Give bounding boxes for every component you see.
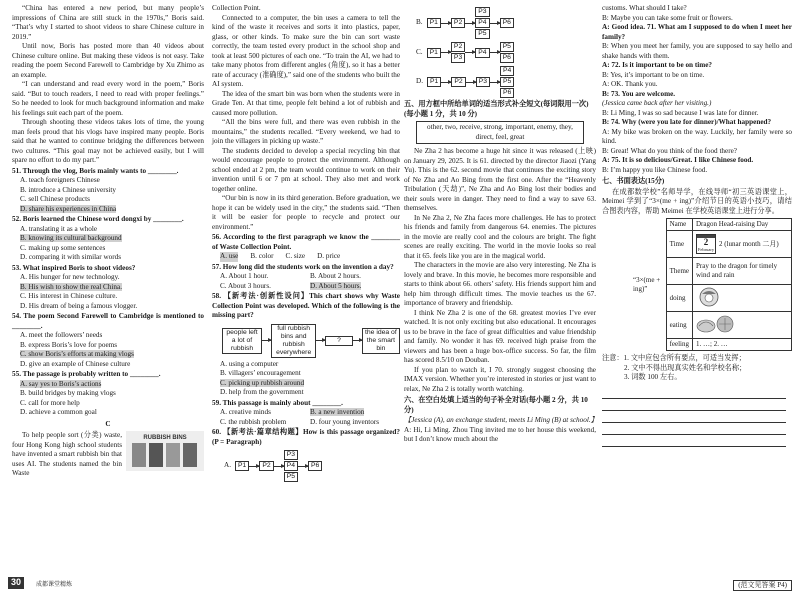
table-formula: “3×(me + ing)” bbox=[633, 275, 661, 293]
page-number: 30 bbox=[8, 577, 24, 589]
writing-lines[interactable] bbox=[602, 387, 792, 447]
q54-option-c[interactable]: C. show Boris’s efforts at making vlogs bbox=[20, 350, 134, 358]
question-60: 60. 【新考法·篇章结构题】How is this passage organized? (P = Paragraph) bbox=[212, 428, 400, 446]
calendar-icon: 2 February bbox=[696, 234, 716, 254]
answer-73[interactable]: B: 73. You are welcome. bbox=[602, 89, 676, 98]
arrow-icon bbox=[274, 466, 284, 467]
para-c-cont: Collection Point. bbox=[212, 4, 261, 12]
q54-option-a[interactable]: A. meet the followers’ needs bbox=[20, 331, 103, 339]
dialogue-line: B: I’m happy you like Chinese food. bbox=[602, 165, 708, 174]
publisher-mark: 成都课堂精炼 bbox=[36, 582, 73, 589]
nezha-para-4: I think Ne Zha 2 is one of the 68. greatest movies I’ve ever watched. It is not only exciting but also educational. It encourages us to be brave in the face of great difficulties and value friendship and family. No wonder it has 69. received high praise from the viewers and has been a huge box-office success. So far, the film has scored 8.5/10 on Douban. bbox=[404, 308, 596, 364]
q52-option-d[interactable]: D. comparing it with similar words bbox=[20, 253, 122, 261]
writing-line[interactable] bbox=[602, 399, 786, 411]
row-doing-label: doing bbox=[666, 285, 692, 312]
row-time-value bbox=[693, 231, 792, 258]
note-2: 2. 文中不得出现真实姓名和学校名称； bbox=[624, 363, 747, 372]
q55-option-d[interactable]: D. achieve a common goal bbox=[20, 408, 97, 416]
para-c3: The idea of the smart bin was born when the students were in Grade Ten. At that time, people felt behind a lot of rubbish and caused more pollution. bbox=[212, 89, 400, 117]
q57-option-b[interactable]: B. About 2 hours. bbox=[310, 272, 361, 280]
dialogue-line-1: A: Hi, Li Ming. Zhou Ting invited me to her house this weekend, but I don’t know much about the bbox=[404, 425, 596, 443]
writing-line[interactable] bbox=[602, 423, 786, 435]
question-57: 57. How long did the students work on the invention a day? bbox=[212, 262, 394, 271]
flow-p5: P5 bbox=[500, 77, 514, 87]
q58-chart-box-1: people left a lot of rubbish bbox=[222, 328, 262, 354]
dialogue-note: (Jessica came back after her visiting.) bbox=[602, 99, 712, 107]
para-c2: Connected to a computer, the bin uses a camera to tell the kind of the waste it receives and sorts it into plastics, paper, glass, or other kinds. To make sure the bin can sort waste correctly, the team tested every product in the school shop and took at least 500 pictures of each one. “To train the AI, we had to take many photos from different angles (角度), so it has a better rate of accuracy (准确度),” said one of the students who built the AI system. bbox=[212, 13, 401, 88]
q55-option-b[interactable]: B. build bridges by making vlogs bbox=[20, 389, 116, 397]
flow-p3: P3 bbox=[475, 7, 489, 17]
row-eating-value bbox=[693, 312, 792, 339]
dialogue-line: B: Maybe you can take some fruit or flowers. bbox=[602, 13, 733, 22]
q55-option-a[interactable]: A. say yes to Boris’s actions bbox=[20, 379, 102, 388]
arrow-icon bbox=[262, 340, 271, 341]
q56-option-d[interactable]: D. price bbox=[317, 252, 341, 260]
nezha-para-2: In Ne Zha 2, Ne Zha faces more challenges. He has to protect his friends and family from dangerous 64. enemies. The pictures in the movie are really cool and the colours are bright. The fight scenes are really exciting. The world in the movie looks so real that it 65. feels like you are in the magical world. bbox=[404, 213, 596, 260]
question-52: 52. Boris learned the Chinese word dongxi by ________. bbox=[12, 215, 184, 223]
q51-option-d[interactable]: D. share his experiences in China bbox=[20, 204, 117, 213]
question-53: 53. What inspired Boris to shoot videos? bbox=[12, 263, 136, 272]
haircut-icon bbox=[696, 287, 722, 307]
flow-p2: P2 bbox=[259, 461, 273, 471]
arrow-icon bbox=[353, 340, 362, 341]
answer-75[interactable]: A: 75. It is so delicious/Great. I like Chinese food. bbox=[602, 156, 754, 164]
flow-p2: P2 bbox=[451, 77, 465, 87]
q60-flow-d[interactable] bbox=[416, 66, 596, 98]
q58-chart-box-4: the idea of the smart bin bbox=[362, 328, 400, 354]
footer-answer-ref: (范文见答案 P4) bbox=[733, 580, 792, 591]
nezha-para-1: Ne Zha 2 has become a huge hit since it was released (上映) on January 29, 2025. It is 61. directed by the director Jiaozi (Yang Yu). This is the 62. second movie that continues the exciting story of Ne Zha and Ao Bing from the first one. After the “Heavenly Tribulation (天劫)”, Ne Zha and Ao Bing lost their bodies and their souls were in danger. They need to find a way to save 63. themselves. bbox=[404, 147, 596, 212]
dialogue-scene: 【Jessica (A), an exchange student, meets Li Ming (B) at school.】 bbox=[404, 416, 598, 424]
calendar-month: February bbox=[697, 247, 715, 253]
q56-option-b[interactable]: B. color bbox=[250, 252, 274, 260]
flow-p1: P1 bbox=[427, 18, 441, 28]
para-c5: The students decided to develop a special recycling bin that would encourage people to protect the environment. Although school ended at 2 pm, the team would continue to work on their invention until 6 or 7 pm at school. They also met and work together online. bbox=[212, 146, 400, 193]
row-feeling-value: 1. …; 2. … bbox=[693, 339, 792, 351]
row-eating-label: eating bbox=[666, 312, 692, 339]
flow-p3: P3 bbox=[476, 77, 490, 87]
flow-p6: P6 bbox=[308, 461, 322, 471]
para-until: Until now, Boris has posted more than 40 videos about Chinese culture online. But making these videos is not easy. Take reading the poem Second Farewell to Cambridge by Xu Zhimo as an example. bbox=[12, 42, 204, 79]
arrow-icon bbox=[465, 52, 475, 53]
q53-option-d[interactable]: D. His dream of being a famous vlogger. bbox=[20, 301, 138, 310]
q60-label-d: D. bbox=[416, 77, 423, 86]
arrow-icon bbox=[249, 466, 259, 467]
row-name-value: Dragon Head-raising Day bbox=[693, 219, 792, 231]
row-time-label: Time bbox=[666, 231, 692, 258]
dialogue-line: B: Li Ming, I was so sad because I was late for dinner. bbox=[602, 108, 759, 117]
column-2 bbox=[212, 4, 400, 484]
para-c6: “Our bin is now in its third generation. Before graduation, we hope it can be widely used in the city,” the students said. “Then it will be easier for people to recycle and protect our environment.” bbox=[212, 194, 400, 231]
q51-option-c[interactable]: C. sell Chinese products bbox=[20, 195, 90, 203]
para-c: To help people sort (分类) waste, four Hong Kong high school students have invented a smart rubbish bin that uses AI. The students named the bin Waste bbox=[12, 431, 122, 477]
q59-option-b[interactable]: B. a new invention bbox=[310, 408, 365, 416]
answer-71[interactable]: A: Good idea. 71. What am I supposed to do when I meet her family? bbox=[602, 23, 792, 41]
para-intro: “China has entered a new period, but many people’s impressions of China are still stuck in the 1970s,” Boris said. “That’s why I started to shoot videos to share Chinese culture in 2019.” bbox=[12, 4, 204, 41]
note-3: 3. 词数 100 左右。 bbox=[624, 373, 682, 382]
flow-p1: P1 bbox=[427, 48, 441, 58]
row-feeling-label: feeling bbox=[666, 339, 692, 351]
arrow-icon bbox=[490, 23, 500, 24]
q57-option-a[interactable]: A. About 1 hour. bbox=[220, 272, 269, 280]
dialogue-line: B: Yes, it’s important to be on time. bbox=[602, 70, 705, 79]
arrow-icon bbox=[466, 82, 476, 83]
flow-p5: P5 bbox=[500, 42, 514, 52]
arrow-icon bbox=[441, 23, 451, 24]
nezha-para-3: The characters in the movie are also very interesting. Ne Zha is lovely and brave. In this movie, he becomes more responsible and starts to think about 66. others’ safety. His friends support him and help him through difficult times. The movie teaches us the 67. importance of bravery and friendship. bbox=[404, 261, 597, 307]
section-c-heading: C bbox=[105, 419, 111, 428]
flow-p4: P4 bbox=[284, 461, 298, 471]
dialogue-line: B: When you meet her family, you are supposed to say hello and shake hands with them. bbox=[602, 42, 792, 60]
question-54: 54. The poem Second Farewell to Cambridge is mentioned to ________. bbox=[12, 312, 204, 330]
q56-option-c[interactable]: C. size bbox=[285, 252, 306, 260]
flow-p1: P1 bbox=[235, 461, 249, 471]
flow-p5: P5 bbox=[475, 29, 489, 39]
nezha-para-5: If you plan to watch it, I 70. strongly suggest choosing the IMAX version. Whether you’re interested in stories or just want to relax, Ne Zha 2 is totally worth watching. bbox=[404, 365, 596, 393]
q60-flow-c[interactable] bbox=[416, 42, 596, 63]
dialogue-line: A: My bike was broken on the way. Luckily, her family were so kind. bbox=[602, 127, 792, 145]
word-box: other, two, receive, strong, important, enemy, they, direct, feel, great bbox=[416, 121, 584, 144]
para-c4: “All the bins were full, and there was even rubbish in the mountains,” the students recalled. “Every weekend, we had to join the villagers in picking up waste.” bbox=[212, 118, 400, 145]
q58-option-b[interactable]: B. villagers’ encouragement bbox=[220, 369, 301, 377]
answer-72[interactable]: A: 72. Is it important to be on time? bbox=[602, 61, 712, 69]
q53-option-a[interactable]: A. His hunger for new technology. bbox=[20, 273, 120, 281]
arrow-icon bbox=[298, 466, 308, 467]
arrow-icon bbox=[465, 23, 475, 24]
q59-option-c[interactable]: C. the rubbish problem bbox=[220, 417, 287, 426]
row-theme-value: Pray to the dragon for timely wind and rain bbox=[693, 258, 792, 285]
column-4 bbox=[602, 4, 792, 447]
flow-p3: P3 bbox=[451, 53, 465, 63]
section-6-heading: 六、在空白处填上适当的句子补全对话(每小题 2 分，共 10 分) bbox=[404, 396, 588, 414]
row-theme-label: Theme bbox=[666, 258, 692, 285]
rubbish-bins-image bbox=[126, 431, 204, 479]
dialogue-line: customs. What should I take? bbox=[602, 4, 687, 12]
q52-option-c[interactable]: C. making up some sentences bbox=[20, 243, 106, 252]
writing-line[interactable] bbox=[602, 387, 786, 399]
question-51: 51. Through the vlog, Boris mainly wants to ________. bbox=[12, 166, 179, 175]
column-1 bbox=[12, 4, 204, 479]
flow-p6: P6 bbox=[500, 88, 514, 98]
q52-option-b[interactable]: B. knowing its cultural background bbox=[20, 234, 122, 242]
q59-option-a[interactable]: A. creative minds bbox=[220, 408, 271, 416]
flow-p6: P6 bbox=[500, 18, 514, 28]
flow-p3: P3 bbox=[284, 450, 298, 460]
arrow-icon bbox=[441, 52, 451, 53]
food-icon bbox=[696, 314, 736, 334]
q52-option-a[interactable]: A. translating it as a whole bbox=[20, 224, 98, 233]
flow-p4: P4 bbox=[475, 18, 489, 28]
arrow-icon bbox=[490, 52, 500, 53]
note-1: 注意：1. 文中应包含所有要点，可适当发挥； bbox=[602, 354, 746, 363]
dialogue-line: B: Great! What do you think of the food there? bbox=[602, 146, 737, 155]
column-3 bbox=[404, 4, 596, 445]
q53-option-b[interactable]: B. His wish to show the real China. bbox=[20, 282, 123, 291]
q60-flow-b[interactable] bbox=[416, 7, 596, 39]
q58-option-a[interactable]: A. using a computer bbox=[220, 359, 279, 368]
flow-p2: P2 bbox=[451, 42, 465, 52]
q58-chart-box-3: ? bbox=[325, 336, 352, 346]
q51-option-b[interactable]: B. introduce a Chinese university bbox=[20, 185, 117, 194]
bin-label: RUBBISH BINS bbox=[143, 435, 187, 441]
festival-table bbox=[630, 218, 792, 351]
flow-p4: P4 bbox=[500, 66, 514, 76]
answer-74[interactable]: B: 74. Why (were you late for dinner)/What happened? bbox=[602, 118, 772, 126]
question-55: 55. The passage is probably written to ________. bbox=[12, 370, 161, 378]
row-time-text: 2 (lunar month 二月) bbox=[719, 239, 779, 248]
q55-option-c[interactable]: C. call for more help bbox=[20, 398, 80, 407]
writing-task: 在成都数学校”名师导学，在线导师“初三英语课堂上，Meimei 学到了“3×(me + ing)”介绍节日的英语小技巧，请结合图表内容，帮助 Meimei 在学校英语课堂上进行分享。 bbox=[602, 187, 792, 215]
question-56: 56. According to the first paragraph we know the ________ of Waste Collection Point. bbox=[212, 233, 400, 251]
question-58: 58. 【新考法·创新性设问】This chart shows why Waste Collection Point was developed. Which of the following is the missing part? bbox=[212, 292, 400, 319]
section-7-heading: 七、书面表达(15分) bbox=[602, 177, 665, 185]
flow-p6: P6 bbox=[500, 53, 514, 63]
q58-option-d[interactable]: D. help from the government bbox=[220, 388, 304, 396]
flow-p4: P4 bbox=[475, 48, 489, 58]
dialogue-line: A: OK. Thank you. bbox=[602, 80, 658, 88]
question-59: 59. This passage is mainly about ________. bbox=[212, 398, 343, 407]
q57-option-c[interactable]: C. About 3 hours. bbox=[220, 281, 271, 290]
arrow-icon bbox=[316, 340, 325, 341]
q53-option-c[interactable]: C. His interest in Chinese culture. bbox=[20, 292, 118, 300]
para-through: Through shooting these videos takes lots of time, the young man feels proud that his vlogs have inspired many people. Boris said that he wanted to continue bridging the differences between two cultures. “This goal may not be achieved easily, but I will spare no effort to do my part.” bbox=[12, 118, 204, 164]
writing-line[interactable] bbox=[602, 411, 786, 423]
q58-chart-box-2: full rubbish bins and rubbish everywhere bbox=[271, 324, 316, 358]
row-doing-value bbox=[693, 285, 792, 312]
q58-option-c[interactable]: C. picking up rubbish around bbox=[220, 378, 305, 387]
q54-option-b[interactable]: B. express Boris’s love for poems bbox=[20, 340, 118, 349]
writing-line[interactable] bbox=[602, 435, 786, 447]
section-5-heading: 五、用方框中所给单词的适当形式补全短文(每词限用一次)(每小题 1 分，共 10 分) bbox=[404, 100, 589, 118]
arrow-icon bbox=[441, 82, 451, 83]
q54-option-d[interactable]: D. give an example of Chinese culture bbox=[20, 359, 131, 368]
q60-label-a: A. bbox=[224, 461, 231, 470]
q58-chart bbox=[222, 324, 400, 358]
q59-option-d[interactable]: D. four young inventors bbox=[310, 417, 380, 426]
flow-p5: P5 bbox=[284, 472, 298, 482]
q57-option-d[interactable]: D. About 5 hours. bbox=[310, 281, 362, 290]
arrow-icon bbox=[490, 82, 500, 83]
q51-option-a[interactable]: A. teach foreigners Chinese bbox=[20, 176, 100, 184]
q60-label-b: B. bbox=[416, 18, 423, 27]
flow-p2: P2 bbox=[451, 18, 465, 28]
row-name-label: Name bbox=[666, 219, 692, 231]
q60-label-c: C. bbox=[416, 47, 423, 56]
flow-p1: P1 bbox=[427, 77, 441, 87]
q60-flow-a[interactable] bbox=[224, 450, 400, 482]
q56-option-a[interactable]: A. use bbox=[220, 252, 239, 260]
para-quote: “I can understand and read every word in the poem,” Boris said. “But to touch readers, I need to read with proper feelings.” So he needed to look for much background information and make his feelings suit each part of the poem. bbox=[12, 80, 204, 117]
